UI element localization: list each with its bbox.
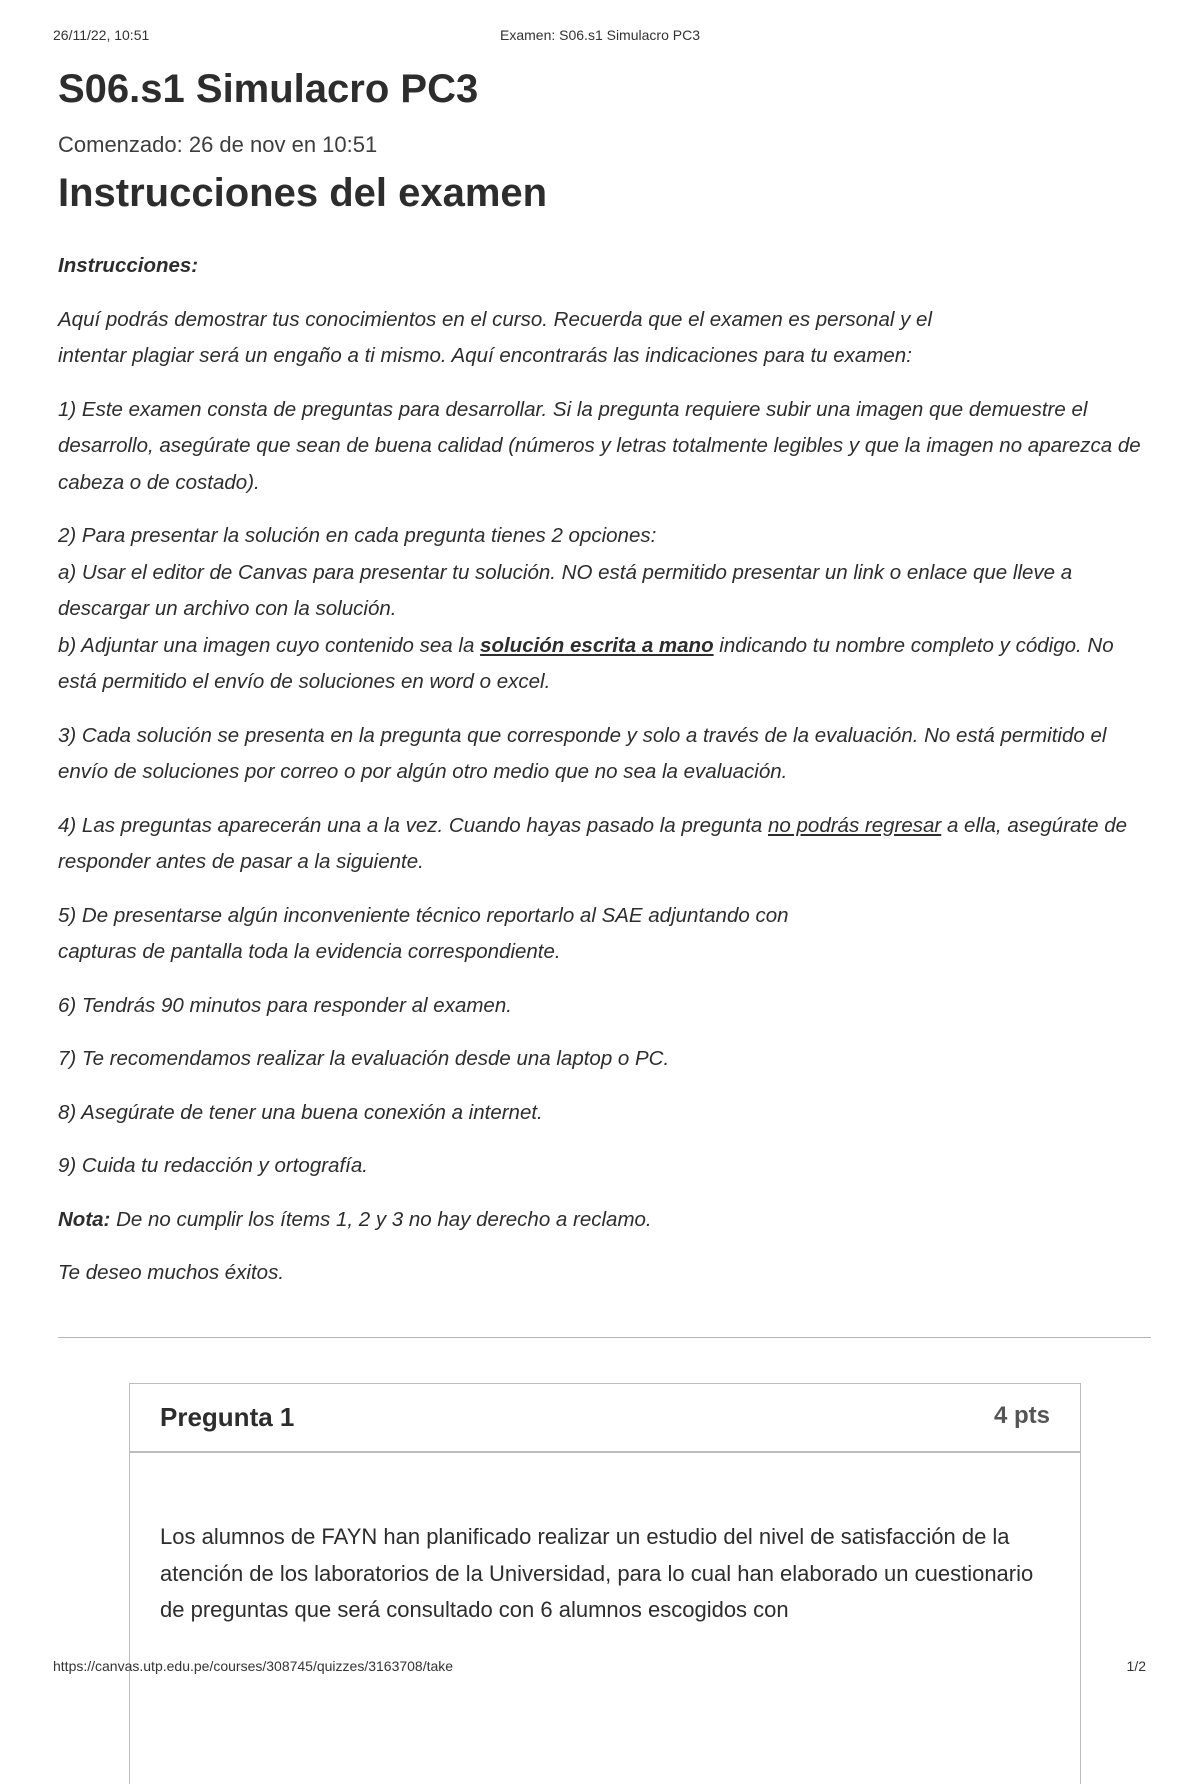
- item-5-line-2: capturas de pantalla toda la evidencia correspondiente.: [58, 940, 561, 963]
- section-divider: [58, 1337, 1151, 1338]
- instructions-closing: Te deseo muchos éxitos.: [58, 1261, 285, 1284]
- instruction-item-3: 3) Cada solución se presenta en la pregunta que corresponde y solo a través de la evaluación. No está permitido el envío de soluciones por correo o por algún otro medio que no sea la evaluación.: [58, 723, 1107, 783]
- item-2-b-emphasis: solución escrita a mano: [480, 633, 714, 657]
- instructions-label: Instrucciones:: [58, 254, 199, 277]
- print-doc-title: Examen: S06.s1 Simulacro PC3: [500, 27, 700, 43]
- started-timestamp: Comenzado: 26 de nov en 10:51: [58, 132, 378, 157]
- quiz-content: [58, 62, 1144, 1309]
- question-title: Pregunta 1: [160, 1402, 295, 1432]
- item-2-b-post: indicando tu nombre completo y código. No está permitido el envío de soluciones en word o excel.: [58, 633, 1114, 693]
- instruction-item-8: 8) Asegúrate de tener una buena conexión a internet.: [58, 1100, 543, 1124]
- note-text: De no cumplir los ítems 1, 2 y 3 no hay derecho a reclamo.: [110, 1207, 652, 1231]
- item-2-option-a: a) Usar el editor de Canvas para presentar tu solución. NO está permitido presentar un link o enlace que lleve a descargar un archivo con la solución.: [58, 560, 1073, 620]
- page-number: 1/2: [1126, 1658, 1146, 1674]
- print-url: https://canvas.utp.edu.pe/courses/308745/quizzes/3163708/take: [53, 1658, 454, 1674]
- instruction-item-6: 6) Tendrás 90 minutos para responder al examen.: [58, 993, 512, 1017]
- question-header: [130, 1384, 1080, 1453]
- print-date: 26/11/22, 10:51: [53, 27, 150, 43]
- instructions-note: [58, 1202, 1144, 1239]
- instruction-item-9: 9) Cuida tu redacción y ortografía.: [58, 1154, 368, 1177]
- note-label: Nota:: [58, 1207, 111, 1231]
- question-points: 4 pts: [993, 1402, 1050, 1429]
- question-text: Los alumnos de FAYN han planificado realizar un estudio del nivel de satisfacción de la atención de los laboratorios de la Universidad, para lo cual han elaborado un cuestionario de preguntas que será consultado con 6 alumnos escogidos con: [160, 1524, 1034, 1622]
- instruction-item-5: [58, 898, 1144, 971]
- item-2-option-b: [58, 634, 1114, 694]
- intro-line-1: Aquí podrás demostrar tus conocimientos en el curso. Recuerda que el examen es personal y el: [58, 307, 933, 331]
- item-5-line-1: 5) De presentarse algún inconveniente técnico reportarlo al SAE adjuntando con: [58, 903, 789, 927]
- intro-line-2: intentar plagiar será un engaño a ti mismo. Aquí encontrarás las indicaciones para tu examen:: [58, 344, 912, 367]
- item-2-intro: 2) Para presentar la solución en cada pregunta tienes 2 opciones:: [58, 524, 657, 547]
- item-4-pre: 4) Las preguntas aparecerán una a la vez. Cuando hayas pasado la pregunta: [58, 813, 769, 837]
- instruction-item-7: 7) Te recomendamos realizar la evaluación desde una laptop o PC.: [58, 1047, 670, 1070]
- instruction-item-4: [58, 808, 1144, 881]
- item-2-b-pre: b) Adjuntar una imagen cuyo contenido sea la: [58, 633, 481, 657]
- print-footer: [0, 1658, 1200, 1682]
- instruction-item-1: 1) Este examen consta de preguntas para desarrollar. Si la pregunta requiere subir una imagen que demuestre el desarrollo, asegúrate que sean de buena calidad (números y letras totalmente legibles y que la imagen no aparezca de cabeza o de costado).: [58, 397, 1141, 494]
- question-card: [129, 1383, 1081, 1784]
- print-header: [0, 27, 1200, 51]
- instructions-heading: Instrucciones del examen: [58, 171, 548, 215]
- instruction-item-2: [58, 518, 1144, 701]
- instructions-intro: [58, 302, 1144, 375]
- item-4-emphasis: no podrás regresar: [768, 813, 942, 837]
- page-title: S06.s1 Simulacro PC3: [58, 67, 479, 111]
- instructions-body: [58, 248, 1144, 1292]
- item-4-post: a ella, asegúrate de responder antes de pasar a la siguiente.: [58, 813, 1128, 873]
